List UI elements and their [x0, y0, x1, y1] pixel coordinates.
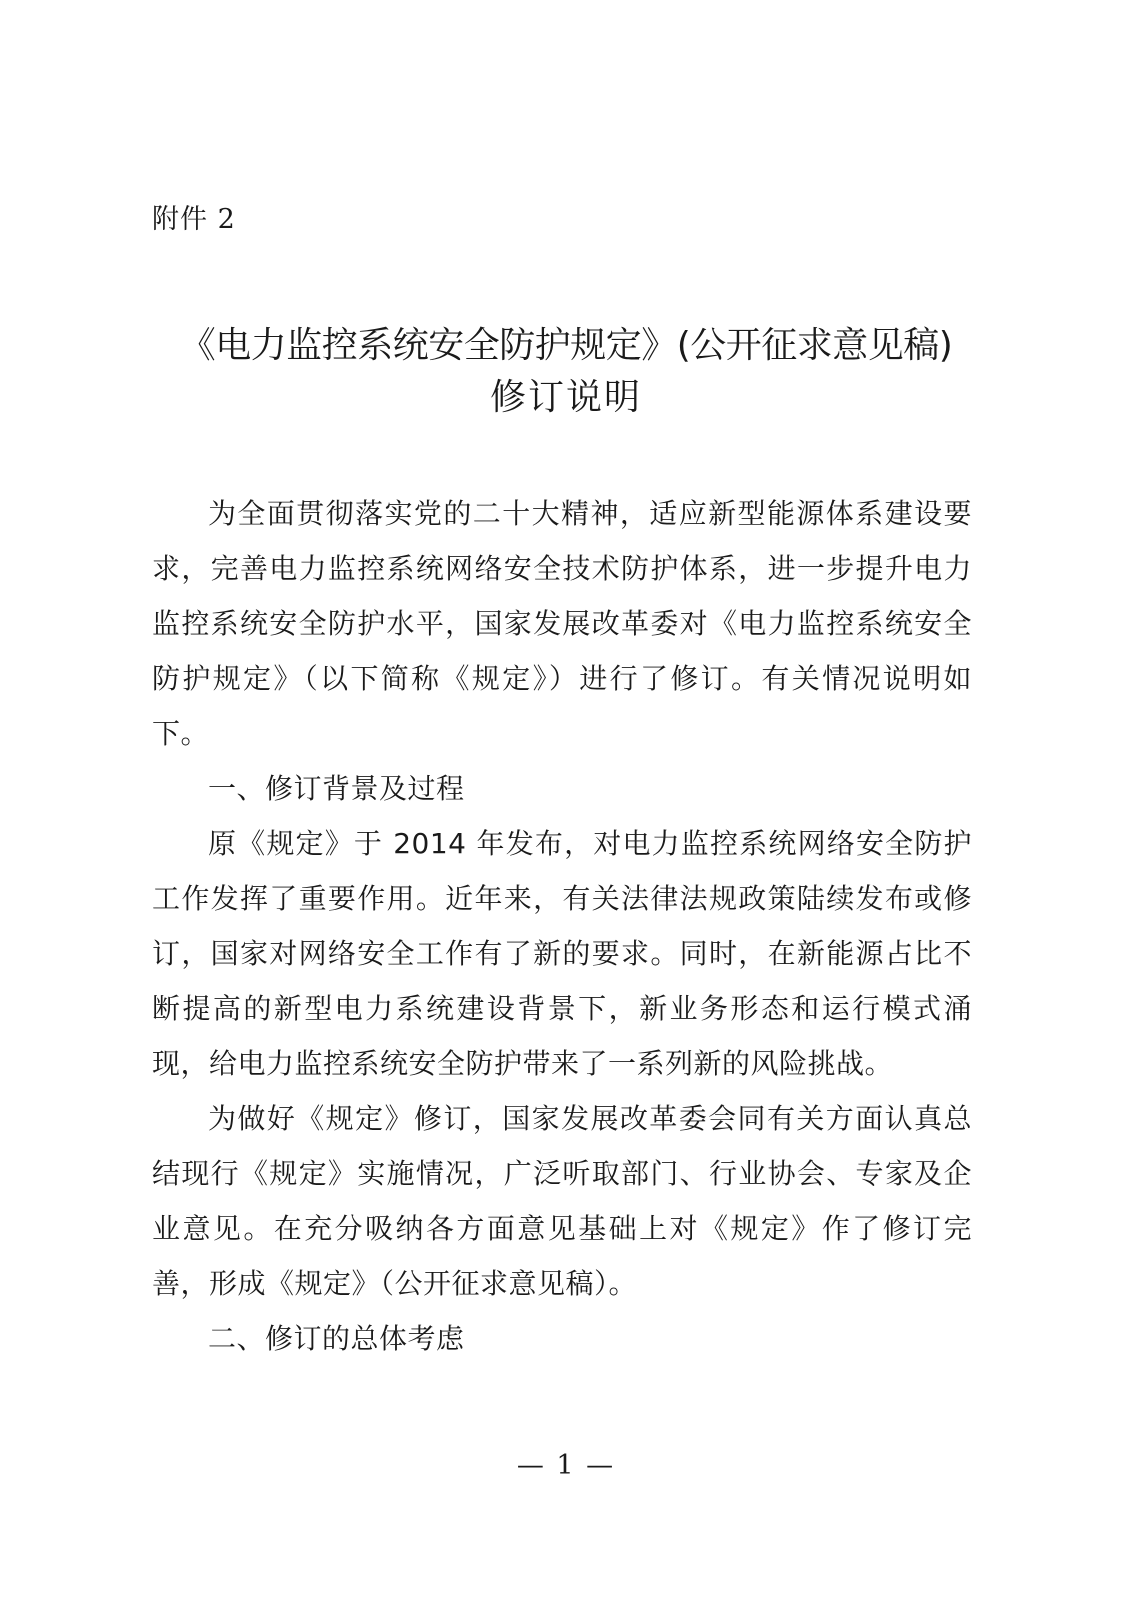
paragraph-intro: 为全面贯彻落实党的二十大精神，适应新型能源体系建设要求，完善电力监控系统网络安全技术防护体系，进一步提升电力监控系统安全防护水平，国家发展改革委对《电力监控系统安全防护规定》（以下简称《规定》）进行了修订。有关情况说明如下。 — [152, 497, 972, 750]
page-number: — 1 — — [516, 1450, 616, 1481]
paragraph-process: 为做好《规定》修订，国家发展改革委会同有关方面认真总结现行《规定》实施情况，广泛听取部门、行业协会、专家及企业意见。在充分吸纳各方面意见基础上对《规定》作了修订完善，形成《规定》（公开征求意见稿）。 — [152, 1102, 972, 1300]
attachment-label: 附件 2 — [152, 204, 236, 235]
section-heading-1: 一、修订背景及过程 — [208, 772, 465, 805]
document-title-line1: 《电力监控系统安全防护规定》(公开征求意见稿) — [179, 325, 953, 366]
document-title-line2: 修订说明 — [489, 377, 642, 418]
section-heading-2: 二、修订的总体考虑 — [208, 1322, 465, 1355]
paragraph-background: 原《规定》于 2014 年发布，对电力监控系统网络安全防护工作发挥了重要作用。近年来，有关法律法规政策陆续发布或修订，国家对网络安全工作有了新的要求。同时，在新能源占比不断提高的新型电力系统建设背景下，新业务形态和运行模式涌现，给电力监控系统安全防护带来了一系列新的风险挑战。 — [152, 827, 972, 1080]
document-body — [152, 486, 972, 1366]
